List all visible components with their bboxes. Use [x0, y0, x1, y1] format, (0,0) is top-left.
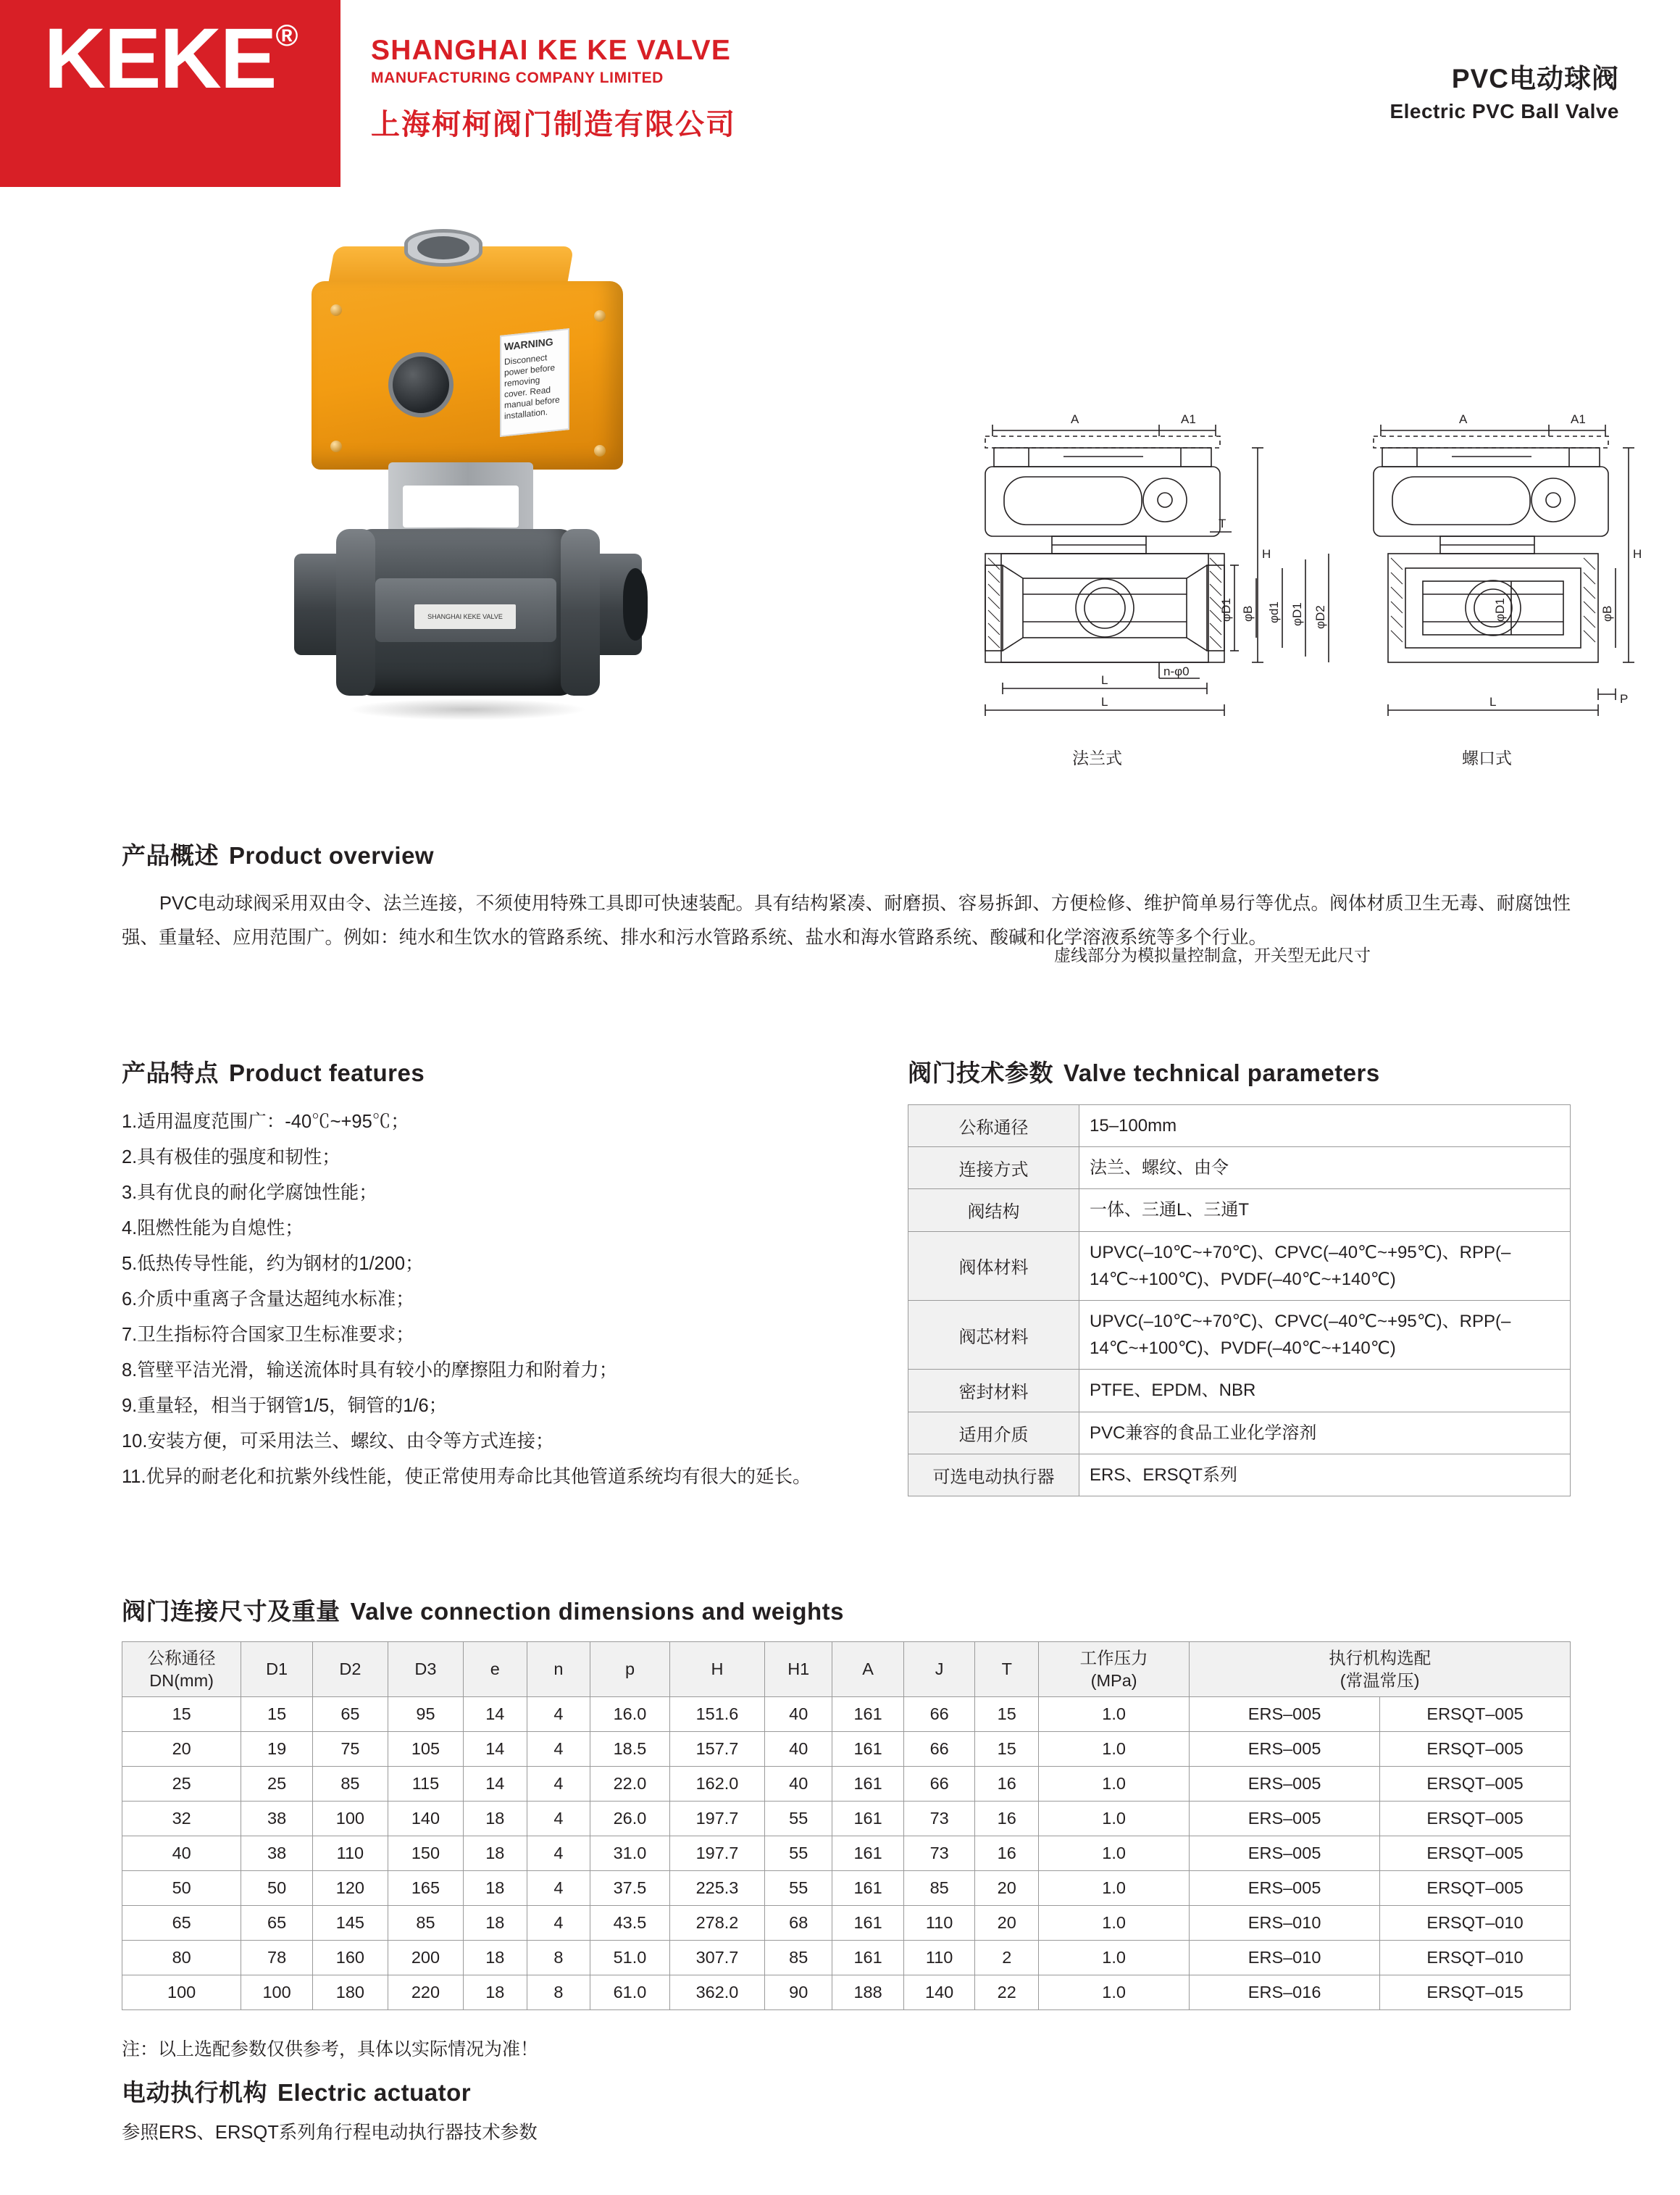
cell: 105 — [388, 1732, 463, 1767]
param-key: 阀芯材料 — [908, 1300, 1079, 1369]
svg-text:A: A — [1459, 412, 1468, 426]
cell: 188 — [832, 1975, 904, 2010]
cell: 165 — [388, 1871, 463, 1906]
col-header-d2: D2 — [312, 1642, 388, 1697]
cell: 16 — [975, 1802, 1039, 1836]
cell: 1.0 — [1039, 1767, 1190, 1802]
cell: 55 — [765, 1802, 832, 1836]
cell: ERS–016 — [1190, 1975, 1380, 2010]
cell: 4 — [527, 1906, 590, 1941]
cell: 31.0 — [590, 1836, 670, 1871]
list-item: 3.具有优良的耐化学腐蚀性能； — [122, 1182, 377, 1203]
cell: 197.7 — [669, 1802, 764, 1836]
col-header-actuator — [1190, 1642, 1571, 1697]
cell: 55 — [765, 1871, 832, 1906]
housing-bolt-icon — [594, 310, 606, 322]
section-heading-actuator-cn: 电动执行机构 — [122, 2079, 267, 2106]
cell: 1.0 — [1039, 1802, 1190, 1836]
svg-text:φB: φB — [1600, 605, 1614, 622]
param-value: PVC兼容的食品工业化学溶剂 — [1079, 1412, 1571, 1454]
cell: 1.0 — [1039, 1871, 1190, 1906]
param-value: 一体、三通L、三通T — [1079, 1189, 1571, 1231]
product-features-section — [122, 1054, 904, 1494]
svg-text:A: A — [1071, 412, 1079, 426]
cell: 20 — [975, 1871, 1039, 1906]
table-row — [908, 1189, 1571, 1231]
valve-union-nut-left — [336, 529, 375, 696]
drawing-caption-threaded: 螺口式 — [1462, 749, 1512, 767]
cell: 278.2 — [669, 1906, 764, 1941]
cell: 16 — [975, 1767, 1039, 1802]
product-overview-section — [122, 837, 1571, 955]
drawings-svg — [942, 404, 1652, 912]
cell: 161 — [832, 1802, 904, 1836]
col-header-d1: D1 — [241, 1642, 313, 1697]
cell: 4 — [527, 1802, 590, 1836]
cell: 1.0 — [1039, 1941, 1190, 1975]
svg-text:A1: A1 — [1181, 412, 1196, 426]
cell: 65 — [241, 1906, 313, 1941]
cell: 85 — [903, 1871, 975, 1906]
col-header-j: J — [903, 1642, 975, 1697]
cell: 8 — [527, 1975, 590, 2010]
brand-name-cn: 上海柯柯阀门制造有限公司 — [371, 109, 736, 141]
svg-text:φD1: φD1 — [1219, 598, 1233, 622]
page-title: PVC电动球阀 — [1451, 64, 1619, 93]
param-key: 可选电动执行器 — [908, 1454, 1079, 1496]
cell: 18 — [463, 1906, 527, 1941]
dimensions-table-body — [122, 1697, 1571, 2010]
drawing-caption-flange: 法兰式 — [1072, 749, 1122, 767]
list-item: 10.安装方便，可采用法兰、螺纹、由令等方式连接； — [122, 1430, 554, 1451]
table-row — [908, 1105, 1571, 1147]
col-header-pressure — [1039, 1642, 1190, 1697]
cell: ERSQT–015 — [1380, 1975, 1571, 2010]
cell: 51.0 — [590, 1941, 670, 1975]
cell: ERSQT–010 — [1380, 1906, 1571, 1941]
cell: 38 — [241, 1802, 313, 1836]
section-heading-overview — [122, 837, 1571, 871]
table-row — [122, 1941, 1571, 1975]
cell: 15 — [122, 1697, 241, 1732]
cell: 18 — [463, 1871, 527, 1906]
cell: ERS–005 — [1190, 1871, 1380, 1906]
param-value: ERS、ERSQT系列 — [1079, 1454, 1571, 1496]
cell: 14 — [463, 1697, 527, 1732]
cell: 43.5 — [590, 1906, 670, 1941]
cell: 110 — [903, 1941, 975, 1975]
cell: 61.0 — [590, 1975, 670, 2010]
cell: 110 — [903, 1906, 975, 1941]
param-key: 公称通径 — [908, 1105, 1079, 1147]
cell: 16 — [975, 1836, 1039, 1871]
section-heading-dimensions-en: Valve connection dimensions and weights — [350, 1598, 844, 1625]
cell: 18.5 — [590, 1732, 670, 1767]
svg-text:L: L — [1101, 673, 1108, 687]
technical-drawings — [942, 404, 1652, 912]
cell: 32 — [122, 1802, 241, 1836]
table-row — [908, 1300, 1571, 1369]
cell: 1.0 — [1039, 1836, 1190, 1871]
col-header-actuator-l1: 执行机构选配 — [1329, 1649, 1432, 1667]
cell: ERS–005 — [1190, 1802, 1380, 1836]
section-heading-dimensions-cn: 阀门连接尺寸及重量 — [122, 1598, 340, 1625]
cell: 115 — [388, 1767, 463, 1802]
svg-text:H: H — [1262, 547, 1271, 561]
page-subtitle: Electric PVC Ball Valve — [1389, 100, 1619, 122]
warning-label-text: Disconnect power before removing cover. Read manual before installation. — [504, 351, 560, 421]
cell: 85 — [388, 1906, 463, 1941]
param-value: UPVC(–10℃~+70℃)、CPVC(–40℃~+95℃)、RPP(–14℃~+100℃)、PVDF(–40℃~+140℃) — [1079, 1300, 1571, 1369]
product-shadow — [348, 699, 587, 720]
cell: 65 — [312, 1697, 388, 1732]
cell: 40 — [765, 1697, 832, 1732]
table-header-row — [122, 1642, 1571, 1697]
cell: 22.0 — [590, 1767, 670, 1802]
list-item: 2.具有极佳的强度和韧性； — [122, 1146, 340, 1167]
cell: 162.0 — [669, 1767, 764, 1802]
cell: 8 — [527, 1941, 590, 1975]
svg-text:φD1: φD1 — [1290, 602, 1304, 626]
cell: 160 — [312, 1941, 388, 1975]
features-list — [122, 1104, 904, 1494]
cell: 1.0 — [1039, 1732, 1190, 1767]
table-row — [122, 1802, 1571, 1836]
table-row — [122, 1767, 1571, 1802]
list-item: 6.介质中重离子含量达超纯水标准； — [122, 1288, 414, 1309]
housing-bolt-icon — [330, 441, 342, 452]
cell: 85 — [312, 1767, 388, 1802]
cell: 1.0 — [1039, 1906, 1190, 1941]
col-header-t: T — [975, 1642, 1039, 1697]
col-header-h1: H1 — [765, 1642, 832, 1697]
cell: 110 — [312, 1836, 388, 1871]
cell: 40 — [765, 1732, 832, 1767]
col-header-p: p — [590, 1642, 670, 1697]
cell: 4 — [527, 1836, 590, 1871]
svg-text:φD2: φD2 — [1313, 605, 1327, 629]
cell: 37.5 — [590, 1871, 670, 1906]
warning-label-title: WARNING — [504, 336, 553, 353]
cell: 66 — [903, 1732, 975, 1767]
valve-union-nut-right — [561, 529, 600, 696]
col-header-a: A — [832, 1642, 904, 1697]
cell: 14 — [463, 1732, 527, 1767]
svg-text:P: P — [1620, 692, 1629, 706]
list-item: 9.重量轻，相当于钢管1/5，铜管的1/6； — [122, 1395, 448, 1416]
cell: 22 — [975, 1975, 1039, 2010]
col-header-dn-l2: DN(mm) — [149, 1670, 214, 1690]
cell: 4 — [527, 1871, 590, 1906]
list-item: 1.适用温度范围广：-40℃~+95℃； — [122, 1112, 409, 1132]
mounting-bracket-window — [403, 486, 519, 528]
cell: 100 — [122, 1975, 241, 2010]
valve-nameplate: SHANGHAI KEKE VALVE — [414, 604, 516, 629]
col-header-e: e — [463, 1642, 527, 1697]
col-header-pressure-l1: 工作压力 — [1079, 1649, 1148, 1667]
cell: ERSQT–005 — [1380, 1732, 1571, 1767]
section-heading-actuator-en: Electric actuator — [277, 2079, 472, 2106]
list-item: 11.优异的耐老化和抗紫外线性能，使正常使用寿命比其他管道系统均有很大的延长。 — [122, 1466, 811, 1487]
cell: 75 — [312, 1732, 388, 1767]
cell: ERSQT–005 — [1380, 1767, 1571, 1802]
cell: 25 — [122, 1767, 241, 1802]
cell: 73 — [903, 1802, 975, 1836]
actuator-body: 参照ERS、ERSQT系列角行程电动执行器技术参数 — [122, 2123, 538, 2143]
list-item: 5.低热传导性能，约为钢材的1/200； — [122, 1253, 424, 1274]
brand-name-en: SHANGHAI KE KE VALVE — [371, 35, 732, 66]
table-row — [122, 1906, 1571, 1941]
cell: 68 — [765, 1906, 832, 1941]
cell: 40 — [122, 1836, 241, 1871]
valve-dimensions-table — [122, 1641, 1571, 2010]
cell: ERSQT–005 — [1380, 1802, 1571, 1836]
cell: 161 — [832, 1697, 904, 1732]
cell: 18 — [463, 1941, 527, 1975]
section-heading-params-en: Valve technical parameters — [1063, 1059, 1380, 1086]
cell: 38 — [241, 1836, 313, 1871]
cell: ERS–005 — [1190, 1697, 1380, 1732]
cell: 4 — [527, 1697, 590, 1732]
cell: 145 — [312, 1906, 388, 1941]
section-heading-features-en: Product features — [229, 1059, 425, 1086]
cell: 140 — [388, 1802, 463, 1836]
cell: 26.0 — [590, 1802, 670, 1836]
cell: 150 — [388, 1836, 463, 1871]
cell: 18 — [463, 1975, 527, 2010]
svg-text:T: T — [1219, 517, 1226, 530]
cell: 85 — [765, 1941, 832, 1975]
param-key: 连接方式 — [908, 1147, 1079, 1189]
param-value: PTFE、EPDM、NBR — [1079, 1370, 1571, 1412]
table-row — [908, 1231, 1571, 1300]
company-logo — [0, 0, 340, 187]
cell: 161 — [832, 1941, 904, 1975]
warning-label — [500, 328, 569, 437]
list-item: 4.阻燃性能为自熄性； — [122, 1217, 304, 1238]
param-value: 法兰、螺纹、由令 — [1079, 1147, 1571, 1189]
cell: ERSQT–005 — [1380, 1697, 1571, 1732]
valve-parameters-section — [908, 1054, 1571, 1496]
section-heading-params-cn: 阀门技术参数 — [908, 1059, 1053, 1086]
cell: 18 — [463, 1802, 527, 1836]
cell: 20 — [122, 1732, 241, 1767]
table-row — [908, 1412, 1571, 1454]
table-row — [908, 1147, 1571, 1189]
dimensions-note: 注：以上选配参数仅供参考，具体以实际情况为准！ — [122, 2039, 539, 2059]
cell: 50 — [122, 1871, 241, 1906]
cell: 15 — [975, 1697, 1039, 1732]
cell: 55 — [765, 1836, 832, 1871]
cell: ERSQT–010 — [1380, 1941, 1571, 1975]
valve-parameters-table — [908, 1104, 1571, 1496]
housing-bolt-icon — [594, 445, 606, 457]
param-value: 15–100mm — [1079, 1105, 1571, 1147]
cell: 15 — [241, 1697, 313, 1732]
product-photo — [261, 201, 666, 803]
cell: 1.0 — [1039, 1975, 1190, 2010]
cell: 18 — [463, 1836, 527, 1871]
cell: ERS–005 — [1190, 1732, 1380, 1767]
cell: 90 — [765, 1975, 832, 2010]
param-value: UPVC(–10℃~+70℃)、CPVC(–40℃~+95℃)、RPP(–14℃~+100℃)、PVDF(–40℃~+140℃) — [1079, 1231, 1571, 1300]
param-key: 阀结构 — [908, 1189, 1079, 1231]
list-item: 8.管壁平洁光滑，输送流体时具有较小的摩擦阻力和附着力； — [122, 1359, 618, 1380]
col-header-d3: D3 — [388, 1642, 463, 1697]
param-key: 阀体材料 — [908, 1231, 1079, 1300]
cell: 16.0 — [590, 1697, 670, 1732]
svg-text:H: H — [1633, 547, 1642, 561]
svg-text:n-φ0: n-φ0 — [1163, 665, 1190, 678]
section-heading-params — [908, 1054, 1571, 1088]
svg-text:φd1: φd1 — [1267, 601, 1281, 623]
cell: 180 — [312, 1975, 388, 2010]
cell: 225.3 — [669, 1871, 764, 1906]
section-heading-actuator — [122, 2074, 538, 2108]
electric-actuator-section — [122, 2074, 538, 2144]
cell: 161 — [832, 1906, 904, 1941]
manual-override-knob — [388, 352, 454, 417]
cell: ERSQT–005 — [1380, 1836, 1571, 1871]
cell: 307.7 — [669, 1941, 764, 1975]
cell: 14 — [463, 1767, 527, 1802]
cell: 220 — [388, 1975, 463, 2010]
valve-bore-right — [623, 568, 648, 641]
actuator-conduit-opening — [417, 236, 469, 259]
cell: 161 — [832, 1836, 904, 1871]
cell: 362.0 — [669, 1975, 764, 2010]
overview-body: PVC电动球阀采用双由令、法兰连接，不须使用特殊工具即可快速装配。具有结构紧凑、耐磨损、容易拆卸、方便检修、维护简单易行等优点。阀体材质卫生无毒、耐腐蚀性强、重量轻、应用范围广。例如：纯水和生饮水的管路系统、排水和污水管路系统、盐水和海水管路系统、酸碱和化学溶液系统等多个行业。 — [122, 894, 1571, 949]
cell: 120 — [312, 1871, 388, 1906]
cell: 100 — [241, 1975, 313, 2010]
table-row — [908, 1454, 1571, 1496]
actuator-housing — [312, 281, 623, 470]
cell: 66 — [903, 1767, 975, 1802]
svg-text:φD1: φD1 — [1493, 598, 1507, 622]
param-key: 适用介质 — [908, 1412, 1079, 1454]
table-row — [908, 1370, 1571, 1412]
section-heading-features — [122, 1054, 904, 1088]
page-header — [0, 0, 1680, 187]
svg-text:L: L — [1101, 695, 1108, 709]
cell: 25 — [241, 1767, 313, 1802]
col-header-dn — [122, 1642, 241, 1697]
cell: ERSQT–005 — [1380, 1871, 1571, 1906]
cell: 65 — [122, 1906, 241, 1941]
col-header-n: n — [527, 1642, 590, 1697]
cell: 4 — [527, 1732, 590, 1767]
logo-wordmark: KEKE — [43, 11, 276, 107]
svg-text:φB: φB — [1241, 605, 1255, 622]
col-header-h: H — [669, 1642, 764, 1697]
cell: 50 — [241, 1871, 313, 1906]
cell: 200 — [388, 1941, 463, 1975]
logo-text — [43, 11, 297, 107]
cell: 78 — [241, 1941, 313, 1975]
table-row — [122, 1732, 1571, 1767]
cell: 15 — [975, 1732, 1039, 1767]
col-header-actuator-l2: (常温常压) — [1340, 1670, 1420, 1690]
cell: 151.6 — [669, 1697, 764, 1732]
cell: 20 — [975, 1906, 1039, 1941]
cell: 161 — [832, 1732, 904, 1767]
cell: 2 — [975, 1941, 1039, 1975]
valve-dimensions-section — [122, 1593, 1571, 2010]
cell: 4 — [527, 1767, 590, 1802]
housing-bolt-icon — [330, 304, 342, 316]
cell: 19 — [241, 1732, 313, 1767]
cell: ERS–005 — [1190, 1767, 1380, 1802]
cell: 157.7 — [669, 1732, 764, 1767]
list-item: 7.卫生指标符合国家卫生标准要求； — [122, 1324, 414, 1345]
cell: 197.7 — [669, 1836, 764, 1871]
drawing-dashed-note: 虚线部分为模拟量控制盒，开关型无此尺寸 — [1054, 946, 1371, 965]
cell: 161 — [832, 1871, 904, 1906]
param-key: 密封材料 — [908, 1370, 1079, 1412]
table-row — [122, 1975, 1571, 2010]
section-heading-overview-cn: 产品概述 — [122, 842, 219, 869]
svg-text:L: L — [1489, 695, 1497, 709]
cell: 161 — [832, 1767, 904, 1802]
brand-subtitle-en: MANUFACTURING COMPANY LIMITED — [371, 70, 664, 86]
table-row — [122, 1836, 1571, 1871]
svg-text:A1: A1 — [1571, 412, 1586, 426]
table-row — [122, 1697, 1571, 1732]
cell: ERS–010 — [1190, 1906, 1380, 1941]
cell: 40 — [765, 1767, 832, 1802]
section-heading-overview-en: Product overview — [229, 842, 435, 869]
table-row — [122, 1871, 1571, 1906]
cell: 1.0 — [1039, 1697, 1190, 1732]
cell: 80 — [122, 1941, 241, 1975]
cell: 100 — [312, 1802, 388, 1836]
col-header-dn-l1: 公称通径 — [147, 1649, 216, 1667]
cell: 95 — [388, 1697, 463, 1732]
cell: 140 — [903, 1975, 975, 2010]
col-header-pressure-l2: (MPa) — [1090, 1670, 1137, 1690]
registered-trademark-icon: ® — [275, 17, 297, 52]
cell: ERS–010 — [1190, 1941, 1380, 1975]
section-heading-features-cn: 产品特点 — [122, 1059, 219, 1086]
section-heading-dimensions — [122, 1593, 1571, 1627]
cell: 66 — [903, 1697, 975, 1732]
cell: ERS–005 — [1190, 1836, 1380, 1871]
cell: 73 — [903, 1836, 975, 1871]
